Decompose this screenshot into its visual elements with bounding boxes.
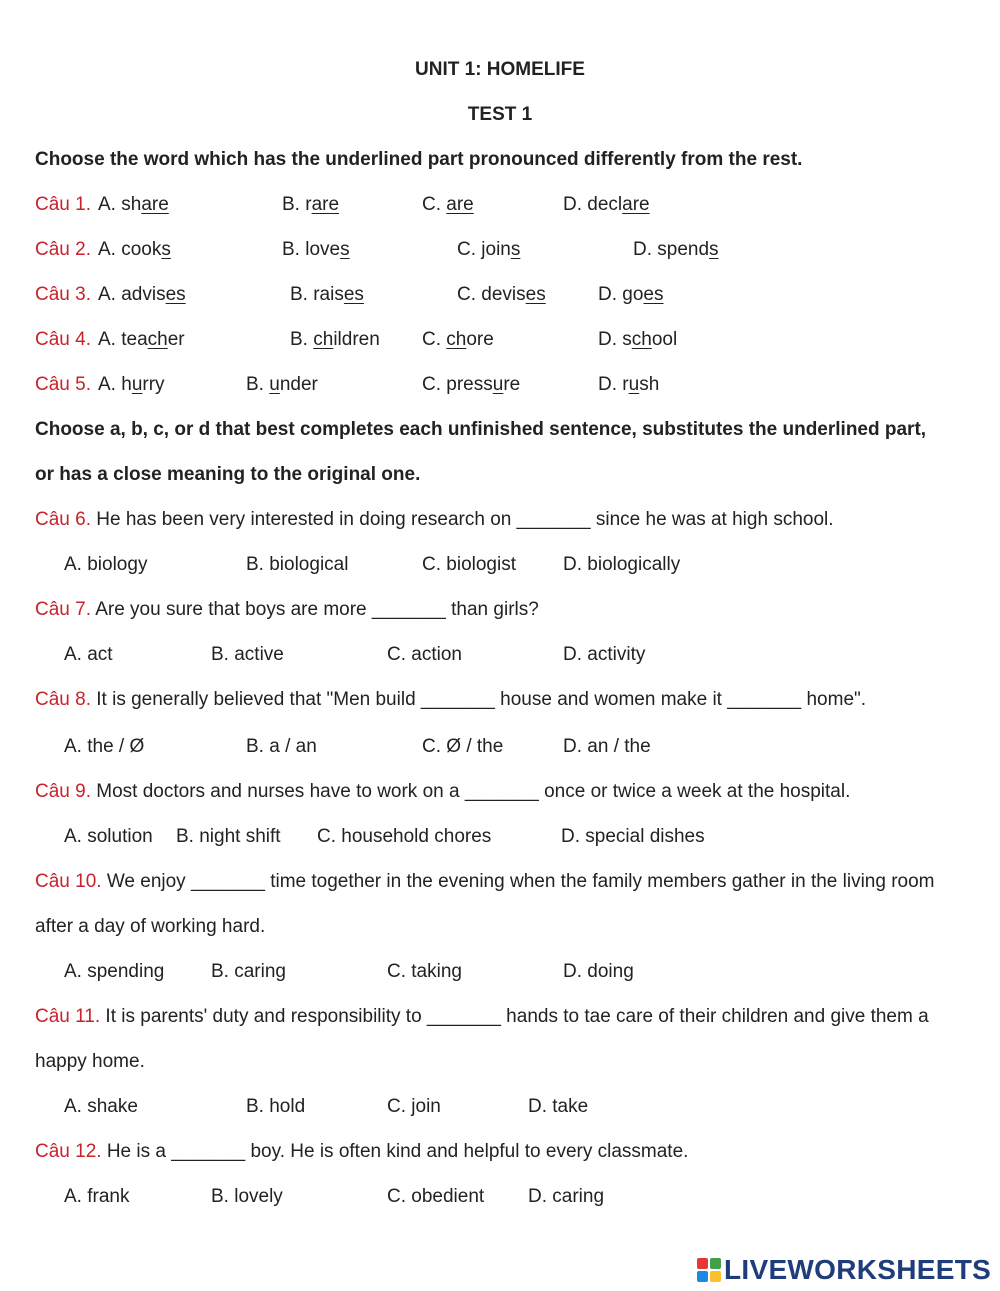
question-row bbox=[0, 587, 1000, 632]
underlined-part: are bbox=[141, 194, 169, 215]
answer-option: D. biologically bbox=[563, 554, 681, 575]
question-number: Câu 2. bbox=[35, 239, 91, 260]
answer-option: B. lovely bbox=[211, 1186, 283, 1207]
answer-option: B. children bbox=[290, 329, 380, 350]
answer-option: C. devises bbox=[457, 284, 546, 305]
answer-option: C. Ø / the bbox=[422, 736, 504, 757]
answer-option: D. an / the bbox=[563, 736, 651, 757]
answer-option: D. take bbox=[528, 1096, 589, 1117]
answer-option: D. spends bbox=[633, 239, 719, 260]
answer-option: C. join bbox=[387, 1096, 441, 1117]
answer-option: D. school bbox=[598, 329, 678, 350]
question-text: Câu 11. It is parents' duty and responsibility to _______ hands to tae care of their children and give them a bbox=[35, 1006, 929, 1027]
answer-option: A. hurry bbox=[98, 374, 165, 395]
question-row bbox=[0, 362, 1000, 407]
answer-option: B. hold bbox=[246, 1096, 306, 1117]
question-text: Câu 6. He has been very interested in doing research on _______ since he was at high school. bbox=[35, 509, 834, 530]
answer-option: C. are bbox=[422, 194, 474, 215]
question-number: Câu 8. bbox=[35, 689, 91, 710]
question-text: Câu 7. Are you sure that boys are more _______ than girls? bbox=[35, 599, 539, 620]
underlined-part: s bbox=[510, 239, 521, 260]
question-row bbox=[0, 1129, 1000, 1174]
answer-option: D. doing bbox=[563, 961, 634, 982]
answer-option: B. raises bbox=[290, 284, 364, 305]
underlined-part: ch bbox=[631, 329, 652, 350]
options-row bbox=[0, 632, 1000, 677]
question-row-continued bbox=[0, 1039, 1000, 1084]
answer-option: D. declare bbox=[563, 194, 650, 215]
page-subtitle: TEST 1 bbox=[467, 104, 533, 125]
answer-option: A. shake bbox=[64, 1096, 138, 1117]
underlined-part: es bbox=[643, 284, 664, 305]
question-number: Câu 10. bbox=[35, 871, 102, 892]
question-row bbox=[0, 182, 1000, 227]
answer-option: A. spending bbox=[64, 961, 165, 982]
question-text: Câu 12. He is a _______ boy. He is often kind and helpful to every classmate. bbox=[35, 1141, 689, 1162]
answer-option: C. obedient bbox=[387, 1186, 485, 1207]
underlined-part: ch bbox=[313, 329, 334, 350]
answer-option: A. share bbox=[98, 194, 169, 215]
answer-option: A. frank bbox=[64, 1186, 130, 1207]
underlined-part: es bbox=[525, 284, 546, 305]
page-title: UNIT 1: HOMELIFE bbox=[415, 59, 585, 80]
answer-option: C. pressure bbox=[422, 374, 521, 395]
answer-option: B. a / an bbox=[246, 736, 317, 757]
answer-option: A. advises bbox=[98, 284, 186, 305]
question-text-continued: happy home. bbox=[35, 1051, 145, 1072]
instruction-vocabulary-cont: or has a close meaning to the original one. bbox=[35, 464, 421, 485]
question-number: Câu 5. bbox=[35, 374, 91, 395]
answer-option: A. biology bbox=[64, 554, 148, 575]
answer-option: B. caring bbox=[211, 961, 286, 982]
answer-option: D. activity bbox=[563, 644, 646, 665]
question-row bbox=[0, 859, 1000, 904]
question-row bbox=[0, 994, 1000, 1039]
question-row bbox=[0, 497, 1000, 542]
answer-option: A. teacher bbox=[98, 329, 185, 350]
question-row-continued bbox=[0, 904, 1000, 949]
question-number: Câu 1. bbox=[35, 194, 91, 215]
question-text: Câu 10. We enjoy _______ time together in the evening when the family members gather in the living room bbox=[35, 871, 935, 892]
answer-option: A. act bbox=[64, 644, 113, 665]
options-row bbox=[0, 724, 1000, 769]
underlined-part: u bbox=[131, 374, 143, 395]
options-row bbox=[0, 1174, 1000, 1219]
answer-option: B. under bbox=[246, 374, 318, 395]
underlined-part: s bbox=[709, 239, 719, 260]
question-number: Câu 12. bbox=[35, 1141, 102, 1162]
question-row bbox=[0, 769, 1000, 814]
question-row bbox=[0, 227, 1000, 272]
underlined-part: are bbox=[622, 194, 650, 215]
underlined-part: u bbox=[492, 374, 504, 395]
answer-option: C. biologist bbox=[422, 554, 516, 575]
answer-option: A. cooks bbox=[98, 239, 171, 260]
answer-option: C. chore bbox=[422, 329, 494, 350]
underlined-part: s bbox=[340, 239, 350, 260]
instruction-pronunciation: Choose the word which has the underlined part pronounced differently from the rest. bbox=[35, 149, 803, 170]
question-number: Câu 7. bbox=[35, 599, 91, 620]
answer-option: D. caring bbox=[528, 1186, 605, 1207]
answer-option: B. night shift bbox=[176, 826, 281, 847]
question-row bbox=[0, 317, 1000, 362]
answer-option: C. joins bbox=[457, 239, 521, 260]
underlined-part: es bbox=[165, 284, 186, 305]
question-text-continued: after a day of working hard. bbox=[35, 916, 266, 937]
answer-option: A. the / Ø bbox=[64, 736, 145, 757]
answer-option: D. rush bbox=[598, 374, 660, 395]
underlined-part: are bbox=[311, 194, 340, 215]
liveworksheets-logo bbox=[697, 1252, 995, 1288]
question-number: Câu 6. bbox=[35, 509, 91, 530]
options-row bbox=[0, 542, 1000, 587]
options-row bbox=[0, 1084, 1000, 1129]
instruction-vocabulary: Choose a, b, c, or d that best completes each unfinished sentence, substitutes the underlined part, bbox=[35, 419, 927, 440]
answer-option: B. biological bbox=[246, 554, 349, 575]
question-number: Câu 11. bbox=[35, 1006, 101, 1027]
question-number: Câu 4. bbox=[35, 329, 91, 350]
underlined-part: s bbox=[161, 239, 171, 260]
options-row bbox=[0, 949, 1000, 994]
answer-option: C. household chores bbox=[317, 826, 492, 847]
answer-option: B. active bbox=[211, 644, 284, 665]
answer-option: C. taking bbox=[387, 961, 462, 982]
underlined-part: are bbox=[446, 194, 474, 215]
brand-name: LIVEWORKSHEETS bbox=[724, 1254, 992, 1285]
question-number: Câu 3. bbox=[35, 284, 91, 305]
underlined-part: ch bbox=[147, 329, 168, 350]
answer-option: B. rare bbox=[282, 194, 340, 215]
answer-option: D. goes bbox=[598, 284, 664, 305]
question-text: Câu 9. Most doctors and nurses have to work on a _______ once or twice a week at the hospital. bbox=[35, 781, 851, 802]
underlined-part: es bbox=[343, 284, 364, 305]
question-row bbox=[0, 677, 1000, 722]
underlined-part: u bbox=[269, 374, 280, 395]
logo-mark-icon bbox=[697, 1258, 721, 1282]
answer-option: C. action bbox=[387, 644, 462, 665]
options-row bbox=[0, 814, 1000, 859]
question-text: Câu 8. It is generally believed that "Men build _______ house and women make it _______ home". bbox=[35, 689, 867, 710]
underlined-part: ch bbox=[446, 329, 467, 350]
answer-option: B. loves bbox=[282, 239, 350, 260]
answer-option: D. special dishes bbox=[561, 826, 705, 847]
question-number: Câu 9. bbox=[35, 781, 91, 802]
answer-option: A. solution bbox=[64, 826, 153, 847]
question-row bbox=[0, 272, 1000, 317]
underlined-part: u bbox=[628, 374, 640, 395]
